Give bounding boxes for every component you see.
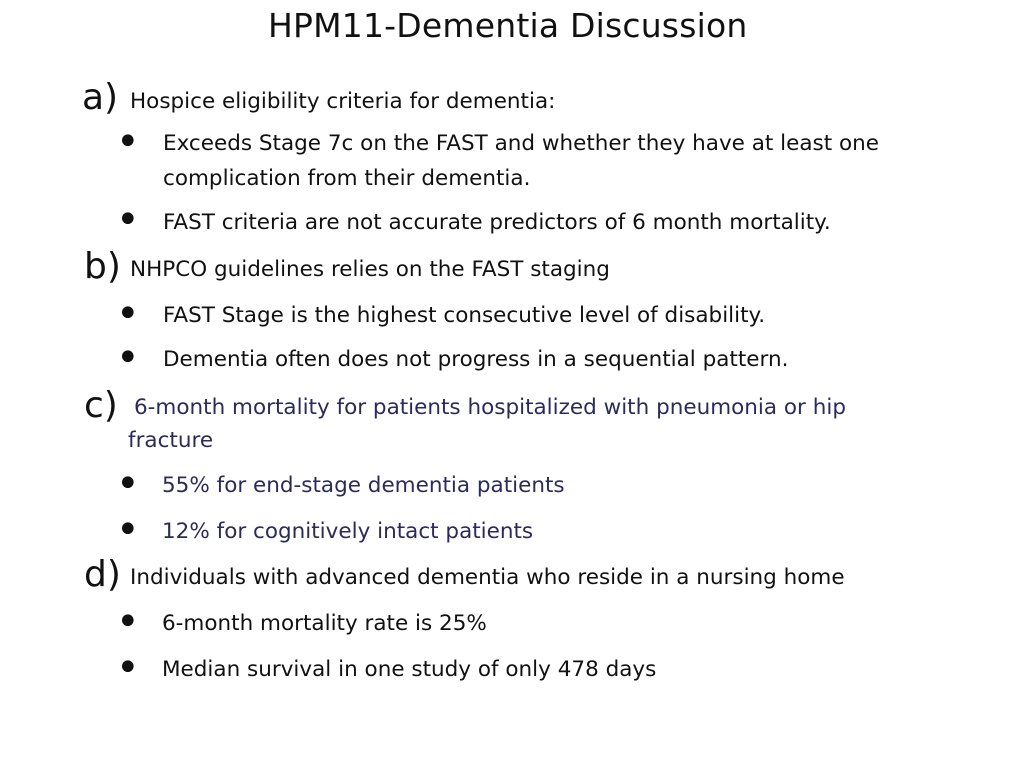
section-b-bullet-1-dot: •: [116, 291, 140, 337]
section-c-letter: c): [84, 385, 118, 426]
section-a-bullet-1-text: Exceeds Stage 7c on the FAST and whether they have at least one: [163, 131, 880, 156]
section-b-bullet-1-text: FAST Stage is the highest consecutive level of disability.: [163, 303, 766, 328]
section-a-letter: a): [82, 77, 119, 118]
section-d-bullet-1-dot: •: [116, 599, 140, 645]
section-a-bullet-1-text-continued: complication from their dementia.: [163, 166, 531, 191]
section-b-bullet-2-dot: •: [116, 335, 140, 381]
section-b-bullet-2-text: Dementia often does not progress in a sequential pattern.: [163, 347, 789, 372]
section-a-bullet-2-text: FAST criteria are not accurate predictors of 6 month mortality.: [163, 210, 831, 235]
section-d-letter: d): [84, 554, 121, 595]
section-b-letter: b): [84, 246, 121, 287]
slide-title: HPM11-Dementia Discussion: [268, 6, 748, 45]
section-c-heading-line-2: fracture: [128, 428, 214, 453]
section-a-bullet-2-dot: •: [116, 197, 140, 243]
section-d-bullet-2-text: Median survival in one study of only 478 days: [162, 657, 657, 682]
section-b-heading: NHPCO guidelines relies on the FAST staging: [130, 257, 610, 282]
section-d-bullet-2-dot: •: [116, 645, 140, 691]
section-c-bullet-1-text: 55% for end-stage dementia patients: [162, 473, 565, 498]
section-c-bullet-1-dot: •: [116, 461, 140, 507]
section-a-heading: Hospice eligibility criteria for dementia:: [130, 89, 556, 114]
section-c-bullet-2-dot: •: [116, 507, 140, 553]
section-d-heading: Individuals with advanced dementia who reside in a nursing home: [130, 565, 845, 590]
section-c-heading-line-1: 6-month mortality for patients hospitalized with pneumonia or hip: [134, 395, 846, 420]
section-d-bullet-1-text: 6-month mortality rate is 25%: [162, 611, 487, 636]
section-a-bullet-1-dot: •: [116, 119, 140, 165]
section-c-bullet-2-text: 12% for cognitively intact patients: [162, 519, 534, 544]
